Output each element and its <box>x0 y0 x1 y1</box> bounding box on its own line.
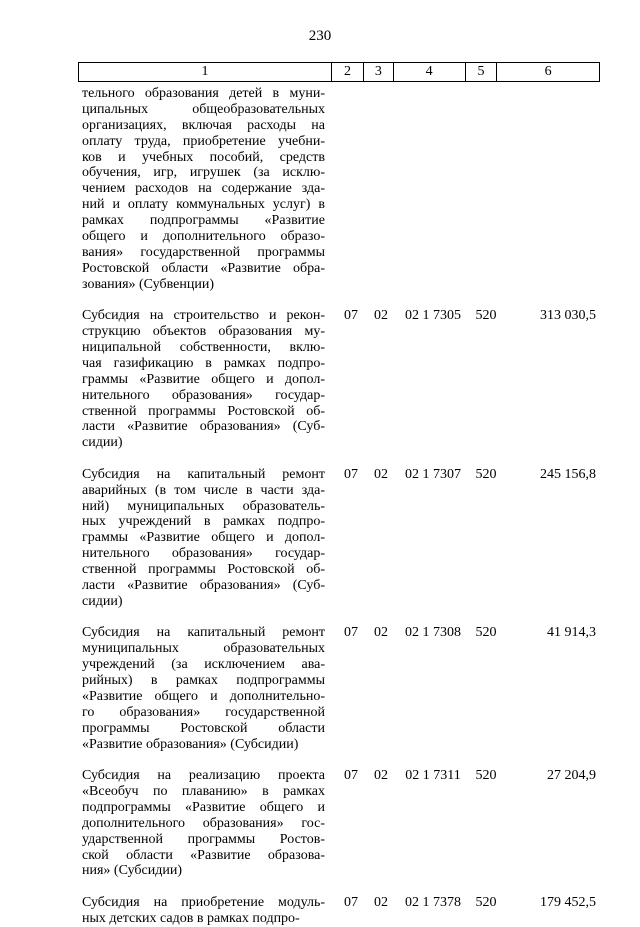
header-col-3: 3 <box>364 63 394 81</box>
table-header <box>78 62 600 82</box>
description-line: ласти «Развитие образования» (Суб- <box>82 578 325 594</box>
table-row <box>78 768 600 879</box>
cell-col-4: 02 1 7308 <box>405 625 461 641</box>
description-line: рамках подпрограммы «Развитие <box>82 213 325 229</box>
description-line: граммы «Развитие общего и допол- <box>82 371 325 387</box>
description-line: ской области «Развитие образова- <box>82 847 325 863</box>
description-line: чая газификацию в рамках подпро- <box>82 355 325 371</box>
description-line: струкцию объектов образования му- <box>82 324 325 340</box>
description-line: сидии) <box>82 435 123 451</box>
cell-col-4: 02 1 7307 <box>405 466 461 482</box>
cell-col-6: 245 156,8 <box>540 466 596 482</box>
description-line: сидии) <box>82 593 123 609</box>
description-line: ний и оплату коммунальных услуг) в <box>82 197 325 213</box>
cell-col-4: 02 1 7311 <box>405 768 461 784</box>
description-line: организациях, включая расходы на <box>82 117 325 133</box>
description-line: ударственной программы Ростов- <box>82 831 325 847</box>
description-line: нительного образования» государ- <box>82 546 325 562</box>
description-line: Ростовской области «Развитие обра- <box>82 260 325 276</box>
cell-col-6: 27 204,9 <box>547 768 596 784</box>
row-description <box>82 895 325 927</box>
description-line: аварийных (в том числе в части зда- <box>82 482 325 498</box>
description-line: Субсидия на реализацию проекта <box>82 768 325 784</box>
cell-col-4: 02 1 7378 <box>405 894 461 910</box>
table-row <box>78 895 600 927</box>
row-description <box>82 768 325 879</box>
description-line: муниципальных образовательных <box>82 641 325 657</box>
header-col-1: 1 <box>79 63 332 81</box>
description-line: чением расходов на содержание зда- <box>82 181 325 197</box>
cell-col-5: 520 <box>475 894 497 910</box>
cell-col-3: 02 <box>374 768 388 784</box>
cell-col-3: 02 <box>374 894 388 910</box>
header-col-6: 6 <box>544 64 552 79</box>
description-line: ственной программы Ростовской об- <box>82 562 325 578</box>
description-line: ных учреждений в рамках подпро- <box>82 514 325 530</box>
table-row <box>78 86 600 293</box>
description-line: оплату труда, приобретение учебни- <box>82 133 325 149</box>
description-line: вания» государственной программы <box>82 244 325 260</box>
description-line: дополнительного образования» гос- <box>82 815 325 831</box>
cell-col-2: 07 <box>344 308 358 324</box>
row-description <box>82 467 325 610</box>
description-line: учреждений (за исключением ава- <box>82 657 325 673</box>
description-line: общего и дополнительного образо- <box>82 229 325 245</box>
description-line: «Развитие общего и дополнительно- <box>82 688 325 704</box>
description-line: тельного образования детей в муни- <box>82 86 325 101</box>
row-description <box>82 86 325 293</box>
description-line: граммы «Развитие общего и допол- <box>82 530 325 546</box>
description-line: ласти «Развитие образования» (Суб- <box>82 419 325 435</box>
header-col-4: 4 <box>394 63 466 81</box>
cell-col-5: 520 <box>475 308 497 324</box>
row-description <box>82 308 325 451</box>
description-line: «Развитие образования» (Субсидии) <box>82 736 299 752</box>
description-line: ственной программы Ростовской об- <box>82 403 325 419</box>
table-row <box>78 467 600 610</box>
description-line: подпрограммы «Развитие общего и <box>82 799 325 815</box>
cell-col-5: 520 <box>475 768 497 784</box>
table-row <box>78 308 600 451</box>
description-line: ний) муниципальных образователь- <box>82 498 325 514</box>
cell-col-2: 07 <box>344 466 358 482</box>
cell-col-4: 02 1 7305 <box>405 308 461 324</box>
table-row <box>78 625 600 752</box>
description-line: Субсидия на капитальный ремонт <box>82 466 325 482</box>
page-number: 230 <box>308 28 332 44</box>
row-description <box>82 625 325 752</box>
cell-col-6: 179 452,5 <box>540 894 596 910</box>
cell-col-3: 02 <box>374 466 388 482</box>
description-line: нительного образования» государ- <box>82 387 325 403</box>
description-line: Субсидия на капитальный ремонт <box>82 625 325 641</box>
description-line: ния» (Субсидии) <box>82 863 182 879</box>
description-line: ков и учебных пособий, средств <box>82 149 325 165</box>
description-line: «Всеобуч по плаванию» в рамках <box>82 783 325 799</box>
cell-col-3: 02 <box>374 625 388 641</box>
description-line: ниципальной собственности, вклю- <box>82 339 325 355</box>
cell-col-2: 07 <box>344 768 358 784</box>
description-line: зования» (Субвенции) <box>82 276 214 292</box>
cell-col-6: 41 914,3 <box>547 625 596 641</box>
cell-col-5: 520 <box>475 625 497 641</box>
description-line: Субсидия на строительство и рекон- <box>82 308 325 324</box>
header-col-5: 5 <box>466 63 498 81</box>
cell-col-2: 07 <box>344 894 358 910</box>
description-line: Субсидия на приобретение модуль- <box>82 894 325 910</box>
cell-col-5: 520 <box>475 466 497 482</box>
cell-col-2: 07 <box>344 625 358 641</box>
description-line: ных детских садов в рамках подпро- <box>82 910 300 926</box>
cell-col-3: 02 <box>374 308 388 324</box>
description-line: программы Ростовской области <box>82 720 325 736</box>
description-line: го образования» государственной <box>82 704 325 720</box>
cell-col-6: 313 030,5 <box>540 308 596 324</box>
description-line: рийных) в рамках подпрограммы <box>82 673 325 689</box>
description-line: ципальных общеобразовательных <box>82 101 325 117</box>
description-line: обучения, игр, игрушек (за исклю- <box>82 165 325 181</box>
header-col-2: 2 <box>332 63 364 81</box>
